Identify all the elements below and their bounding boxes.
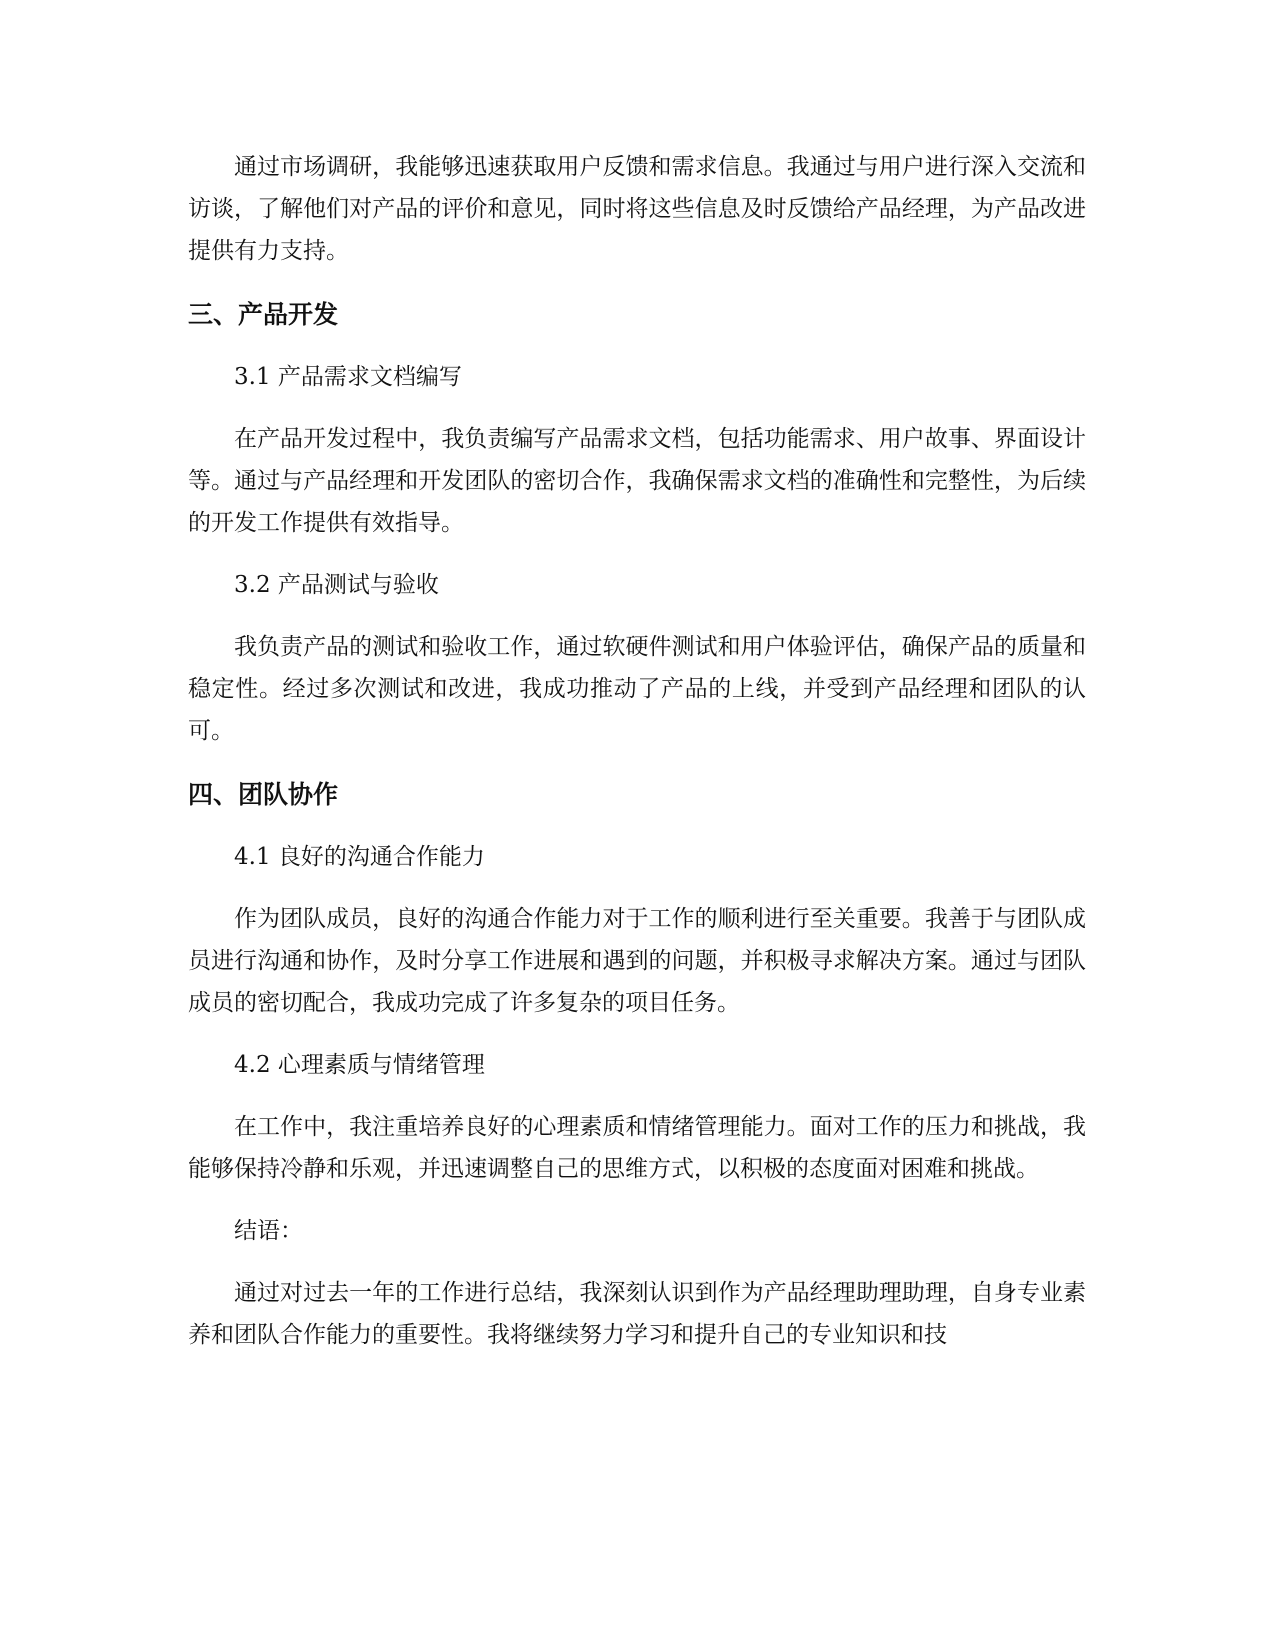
- subheading-emotion-management: 4.2 心理素质与情绪管理: [234, 1052, 485, 1078]
- section-heading-team-collaboration: 四、团队协作: [188, 780, 339, 809]
- paragraph-requirements-doc: 在产品开发过程中，我负责编写产品需求文档，包括功能需求、用户故事、界面设计等。通过与产品经理和开发团队的密切合作，我确保需求文档的准确性和完整性，为后续的开发工作提供有效指导。: [188, 426, 1086, 536]
- subheading-requirements-doc: 3.1 产品需求文档编写: [234, 364, 462, 390]
- subheading-communication: 4.1 良好的沟通合作能力: [234, 844, 485, 870]
- document-content: [188, 146, 1086, 1356]
- paragraph-testing-acceptance: 我负责产品的测试和验收工作，通过软硬件测试和用户体验评估，确保产品的质量和稳定性。经过多次测试和改进，我成功推动了产品的上线，并受到产品经理和团队的认可。: [188, 634, 1086, 744]
- paragraph-communication: 作为团队成员，良好的沟通合作能力对于工作的顺利进行至关重要。我善于与团队成员进行沟通和协作，及时分享工作进展和遇到的问题，并积极寻求解决方案。通过与团队成员的密切配合，我成功完成了许多复杂的项目任务。: [188, 906, 1086, 1016]
- paragraph-conclusion: 通过对过去一年的工作进行总结，我深刻认识到作为产品经理助理助理，自身专业素养和团队合作能力的重要性。我将继续努力学习和提升自己的专业知识和技: [188, 1280, 1086, 1348]
- subheading-testing-acceptance: 3.2 产品测试与验收: [234, 572, 439, 598]
- section-heading-product-development: 三、产品开发: [188, 300, 339, 329]
- conclusion-label: 结语：: [234, 1218, 303, 1244]
- paragraph-emotion-management: 在工作中，我注重培养良好的心理素质和情绪管理能力。面对工作的压力和挑战，我能够保持冷静和乐观，并迅速调整自己的思维方式，以积极的态度面对困难和挑战。: [188, 1114, 1086, 1182]
- paragraph-market-research: 通过市场调研，我能够迅速获取用户反馈和需求信息。我通过与用户进行深入交流和访谈，了解他们对产品的评价和意见，同时将这些信息及时反馈给产品经理，为产品改进提供有力支持。: [188, 154, 1086, 264]
